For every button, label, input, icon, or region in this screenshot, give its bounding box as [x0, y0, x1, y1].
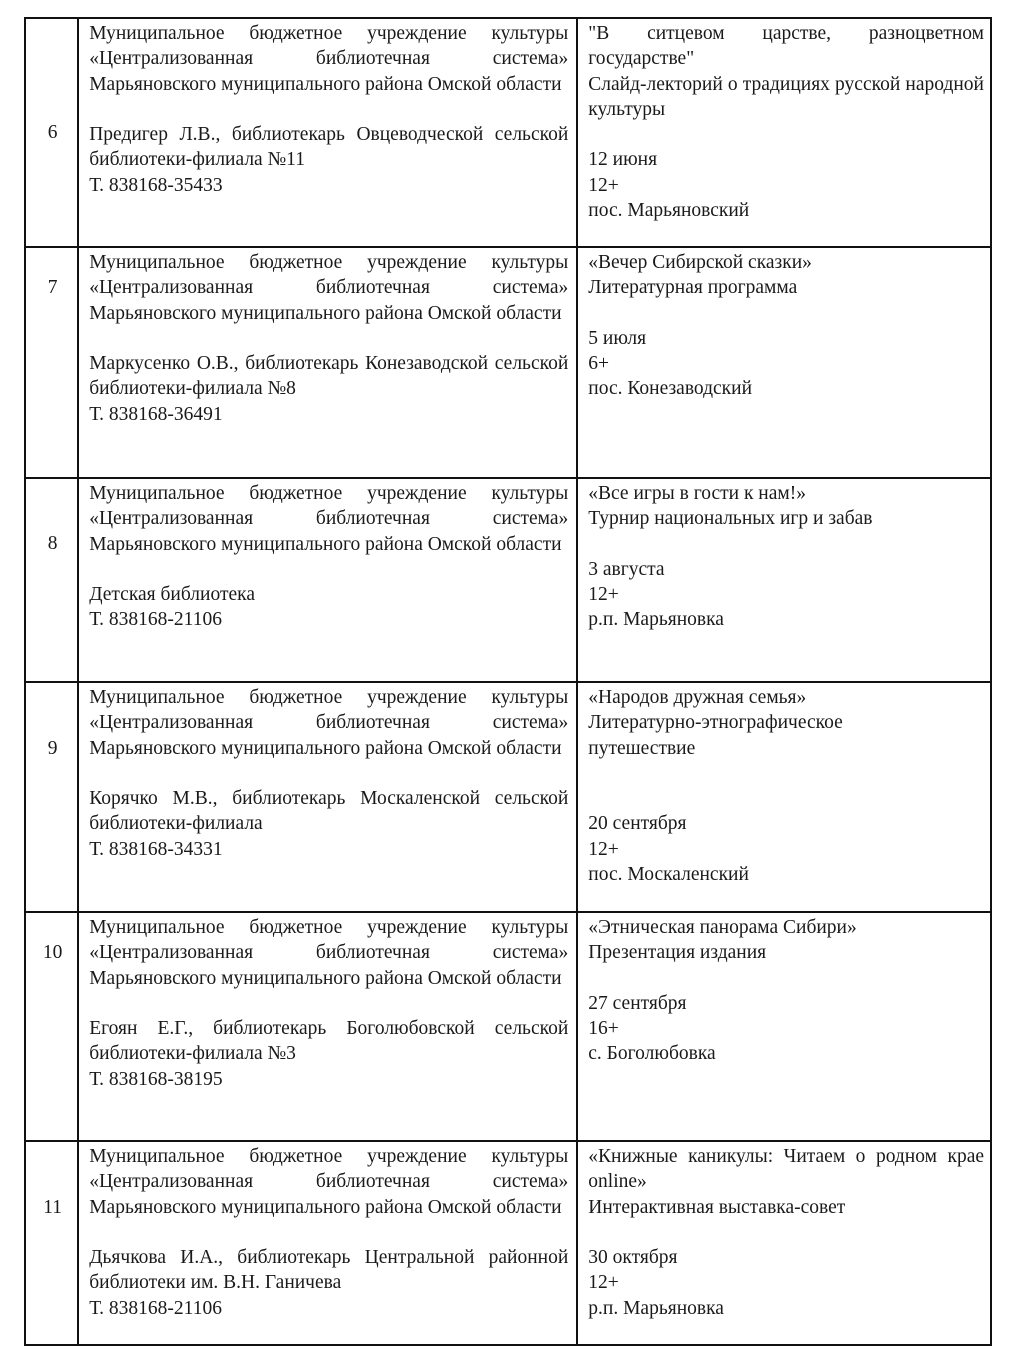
institution-name: Муниципальное бюджетное учреждение культуры «Централизованная библиотечная система» Марьяновского муниципального района Омской области: [89, 1146, 569, 1218]
event-title: "В ситцевом царстве, разноцветном государстве": [588, 23, 984, 70]
age-rating: 12+: [588, 838, 619, 860]
institution-name: Муниципальное бюджетное учреждение культуры «Централизованная библиотечная система» Марьяновского муниципального района Омской области: [89, 687, 569, 759]
table-row: [25, 478, 991, 682]
event-format: Слайд-лекторий о традициях русской народной культуры: [588, 73, 984, 120]
event-title: «Книжные каникулы: Читаем о родном крае online»: [588, 1146, 984, 1193]
events-table: [24, 17, 992, 1346]
event-title: «Все игры в гости к нам!»: [588, 483, 806, 504]
age-rating: 16+: [588, 1018, 619, 1040]
contact-person: Дьячкова И.А., библиотекарь Центральной районной библиотеки им. В.Н. Ганичева: [89, 1247, 569, 1294]
institution-name: Муниципальное бюджетное учреждение культуры «Централизованная библиотечная система» Марьяновского муниципального района Омской области: [89, 483, 569, 555]
table-row: [25, 247, 991, 478]
contact-phone: Т. 838168-21106: [89, 609, 222, 631]
row-number: 6: [47, 121, 58, 143]
row-number-cell: [25, 912, 78, 1141]
event-date: 3 августа: [588, 558, 665, 580]
event-cell: [577, 912, 991, 1141]
table-row: [25, 18, 991, 247]
row-number-cell: [25, 1141, 78, 1345]
event-date: 30 октября: [588, 1247, 678, 1269]
event-cell: [577, 247, 991, 478]
event-format: Литературная программа: [588, 277, 798, 299]
event-cell: [577, 1141, 991, 1345]
contact-phone: Т. 838168-38195: [89, 1068, 223, 1090]
event-date: 5 июля: [588, 327, 647, 349]
event-location: р.п. Марьяновка: [588, 609, 724, 631]
row-number: 7: [47, 277, 58, 298]
event-format: Интерактивная выставка-совет: [588, 1196, 846, 1218]
contact-person: Детская библиотека: [89, 584, 255, 606]
contact-phone: Т. 838168-21106: [89, 1297, 222, 1319]
age-rating: 12+: [588, 1272, 619, 1294]
row-number: 11: [43, 1197, 62, 1218]
event-cell: [577, 18, 991, 247]
institution-name: Муниципальное бюджетное учреждение культуры «Централизованная библиотечная система» Марьяновского муниципального района Омской области: [89, 917, 569, 989]
organizer-cell: [78, 912, 577, 1141]
event-location: пос. Москаленский: [588, 864, 749, 886]
event-format: Турнир национальных игр и забав: [588, 508, 873, 530]
row-number: 10: [42, 942, 63, 963]
event-date: 12 июня: [588, 149, 658, 171]
event-title: «Народов дружная семья»: [588, 687, 807, 708]
event-title: «Этническая панорама Сибири»: [588, 917, 857, 938]
organizer-cell: [78, 478, 577, 682]
age-rating: 12+: [588, 174, 619, 196]
event-location: с. Боголюбовка: [588, 1043, 716, 1065]
event-title: «Вечер Сибирской сказки»: [588, 252, 812, 273]
event-cell: [577, 682, 991, 912]
organizer-cell: [78, 18, 577, 247]
event-format: Литературно-этнографическое путешествие: [588, 712, 843, 759]
age-rating: 6+: [588, 353, 610, 375]
event-date: 20 сентября: [588, 813, 687, 835]
table-row: [25, 1141, 991, 1345]
event-location: пос. Марьяновский: [588, 200, 750, 222]
row-number-cell: [25, 247, 78, 478]
organizer-cell: [78, 247, 577, 478]
row-number-cell: [25, 478, 78, 682]
row-number: 8: [47, 533, 58, 554]
contact-phone: Т. 838168-36491: [89, 403, 223, 425]
table-row: [25, 682, 991, 912]
organizer-cell: [78, 682, 577, 912]
contact-phone: Т. 838168-34331: [89, 838, 223, 860]
event-format: Презентация издания: [588, 942, 767, 964]
age-rating: 12+: [588, 584, 619, 606]
institution-name: Муниципальное бюджетное учреждение культуры «Централизованная библиотечная система» Марьяновского муниципального района Омской области: [89, 252, 569, 324]
event-location: пос. Конезаводский: [588, 378, 753, 400]
contact-person: Предигер Л.В., библиотекарь Овцеводческой сельской библиотеки-филиала №11: [89, 124, 569, 171]
contact-person: Корячко М.В., библиотекарь Москаленской сельской библиотеки-филиала: [89, 788, 569, 835]
table-row: [25, 912, 991, 1141]
organizer-cell: [78, 1141, 577, 1345]
row-number-cell: [25, 18, 78, 247]
institution-name: Муниципальное бюджетное учреждение культуры «Централизованная библиотечная система» Марьяновского муниципального района Омской области: [89, 23, 569, 95]
event-location: р.п. Марьяновка: [588, 1297, 724, 1319]
contact-phone: Т. 838168-35433: [89, 174, 223, 196]
event-cell: [577, 478, 991, 682]
row-number: 9: [47, 738, 58, 759]
event-date: 27 сентября: [588, 992, 687, 1014]
contact-person: Егоян Е.Г., библиотекарь Боголюбовской сельской библиотеки-филиала №3: [89, 1018, 569, 1065]
row-number-cell: [25, 682, 78, 912]
contact-person: Маркусенко О.В., библиотекарь Конезаводской сельской библиотеки-филиала №8: [89, 353, 569, 400]
